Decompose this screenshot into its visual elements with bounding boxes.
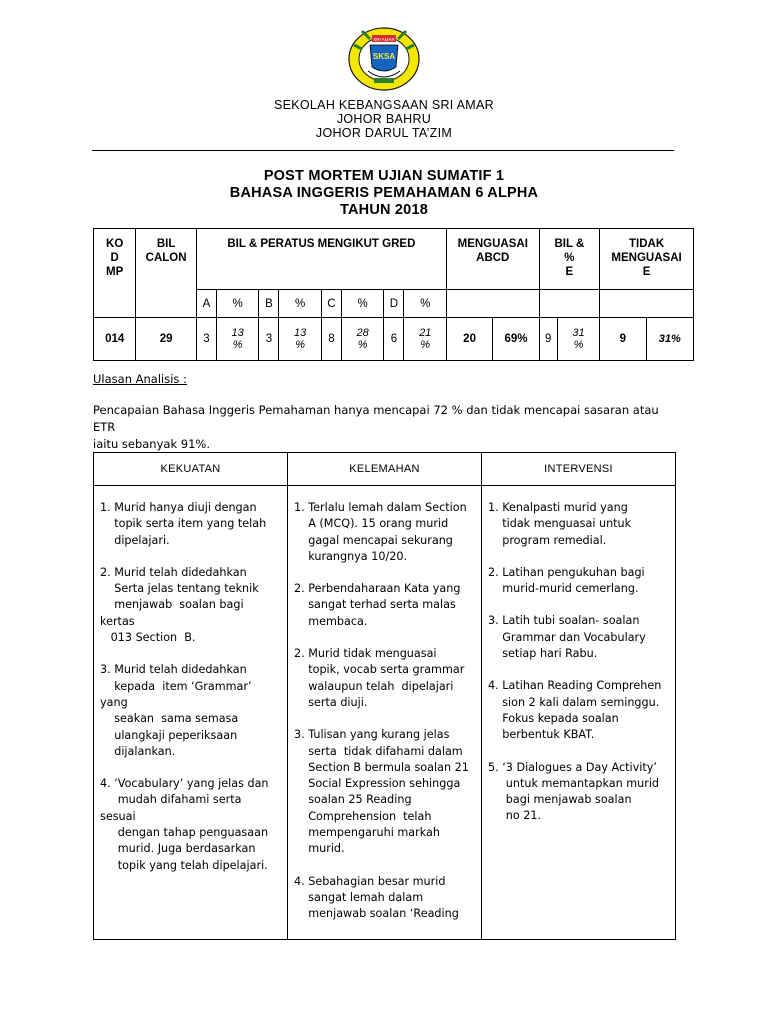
list-item-line: Grammar dan Vocabulary [488,630,646,644]
list-item [488,760,671,825]
list-item-line: topik, vocab serta grammar [294,663,465,677]
cell-e: 9 [539,318,557,361]
strengths-weaknesses-table [93,452,676,940]
list-item-line: seakan sama semasa [100,712,239,726]
header-intervensi: INTERVENSI [482,453,676,486]
logo-text-sri-amar: SRI AMAR [373,37,395,42]
list-item-line: sangat terhad serta malas [294,598,456,612]
header-kod-mp: KO D MP [94,229,136,318]
list-item-line: mudah difahami serta [100,793,242,807]
report-title-line3: TAHUN 2018 [340,202,428,218]
list-item-line: 3. Murid telah didedahkan [100,663,247,677]
list-item-line: serta diuji. [294,695,368,709]
list-item-line: sesuai [100,809,136,823]
list-item [488,500,671,549]
grade-col-c: C [321,290,341,318]
grade-col-a-pct: % [216,290,258,318]
list-item-line: 2. Murid tidak menguasai [294,647,437,661]
grade-col-b-pct: % [279,290,321,318]
list-item-line: kurangnya 10/20. [294,549,408,563]
grade-col-c-pct: % [341,290,383,318]
header-kelemahan: KELEMAHAN [288,453,482,486]
list-item-line: menjawab soalan bagi [100,598,244,612]
list-item-line: 2. Latihan pengukuhan bagi [488,565,645,579]
list-item [488,613,671,662]
list-item-line: dengan tahap penguasaan [100,826,269,840]
bil-e-subheader-empty [539,290,600,318]
list-item-line: murid. [294,842,345,856]
list-item-line: membaca. [294,614,368,628]
list-item-line: kepada item ‘Grammar’ [100,679,252,693]
list-item-line: topik yang telah dipelajari. [100,858,268,872]
list-item-line: sion 2 kali dalam seminggu. [488,695,660,709]
cell-b-pct: 13 % [279,318,321,361]
kelemahan-list [288,486,481,923]
svg-text:SKSA: SKSA [372,52,396,61]
list-item-line: no 21. [488,809,542,823]
cell-b: 3 [259,318,279,361]
list-item-line: 2. Perbendaharaan Kata yang [294,582,461,596]
cell-e-pct: 31 % [557,318,599,361]
list-item-line: 1. Terlalu lemah dalam Section [294,501,467,514]
list-item-line: 4. Latihan Reading Comprehen [488,679,662,693]
header-tidak-menguasai: TIDAK MENGUASAI E [600,229,694,290]
list-item-line: gagal mencapai sekurang [294,533,453,547]
list-item-line: menjawab soalan ‘Reading [294,907,459,921]
list-item-line: murid. Juga berdasarkan [100,842,256,856]
list-item-line: serta tidak difahami dalam [294,744,463,758]
intervensi-cell [482,486,676,940]
list-item-line: berbentuk KBAT. [488,728,595,742]
kekuatan-list [94,486,287,874]
list-item-line: dipelajari. [100,533,170,547]
list-item-line: sangat lemah dalam [294,890,424,904]
cell-calon: 29 [136,318,196,361]
kelemahan-cell [288,486,482,940]
list-item-line: program remedial. [488,533,607,547]
list-item-line: setiap hari Rabu. [488,647,598,661]
list-item-line: Section B bermula soalan 21 [294,760,469,774]
analysis-label: Ulasan Analisis : [93,372,187,386]
list-item-line: soalan 25 Reading [294,793,412,807]
school-name: SEKOLAH KEBANGSAAN SRI AMAR [274,98,494,112]
list-item-line: dijalankan. [100,744,176,758]
list-item [100,500,283,549]
cell-a-pct: 13 % [216,318,258,361]
cell-abcd: 20 [446,318,492,361]
menguasai-subheader-empty [446,290,539,318]
list-item-line: Fokus kepada soalan [488,711,619,725]
list-item-line: Serta jelas tentang teknik [100,582,259,596]
grade-summary-table [93,228,694,361]
school-city: JOHOR BAHRU [336,112,432,126]
list-item [100,565,283,646]
header-bil-calon: BIL CALON [136,229,196,318]
header-bil-e: BIL & % E [539,229,600,290]
list-item-line: bagi menjawab soalan [488,793,632,807]
tidak-subheader-empty [600,290,694,318]
list-item-line: 2. Murid telah didedahkan [100,565,247,579]
list-item [294,727,477,857]
report-title-line2: BAHASA INGGERIS PEMAHAMAN 6 ALPHA [229,185,539,201]
cell-tidak-pct: 31% [646,318,693,361]
header-kekuatan: KEKUATAN [94,453,288,486]
list-item-line: ulangkaji peperiksaan [100,728,238,742]
list-item [488,565,671,598]
grade-col-b: B [259,290,279,318]
list-item-line: 1. Murid hanya diuji dengan [100,501,257,514]
list-item-line: yang [100,695,128,709]
cell-tidak: 9 [600,318,646,361]
list-item-line: 3. Tulisan yang kurang jelas [294,728,450,742]
list-item-line: 5. ‘3 Dialogues a Day Activity’ [488,760,657,774]
list-item [294,500,477,565]
cell-a: 3 [196,318,216,361]
list-item-line: 3. Latih tubi soalan- soalan [488,614,640,628]
list-item-line: walaupun telah dipelajari [294,679,454,693]
list-item-line: kertas [100,614,135,628]
cell-abcd-pct: 69% [493,318,539,361]
list-item-line: Social Expression sehingga [294,777,461,791]
grade-col-d: D [384,290,404,318]
list-item-line: 4. ‘Vocabulary’ yang jelas dan [100,777,269,791]
list-item [488,678,671,743]
list-item [100,776,283,874]
cell-kod: 014 [94,318,136,361]
cell-c-pct: 28 % [341,318,383,361]
school-state: JOHOR DARUL TA’ZIM [315,126,453,140]
list-item-line: A (MCQ). 15 orang murid [294,517,449,531]
list-item-line: mempengaruhi markah [294,826,440,840]
cell-d-pct: 21 % [404,318,446,361]
list-item-line: topik serta item yang telah [100,517,267,531]
report-title-line1: POST MORTEM UJIAN SUMATIF 1 [263,168,505,184]
grade-col-d-pct: % [404,290,446,318]
list-item-line: tidak menguasai untuk [488,517,632,531]
list-item [294,646,477,711]
list-item-line: 1. Kenalpasti murid yang [488,501,628,514]
school-crest-logo [348,25,420,91]
list-item [100,662,283,760]
list-item-line: murid-murid cemerlang. [488,582,639,596]
kekuatan-cell [94,486,288,940]
header-bil-peratus-gred: BIL & PERATUS MENGIKUT GRED [196,229,446,290]
list-item-line: Comprehension telah [294,809,432,823]
header-menguasai-abcd: MENGUASAI ABCD [446,229,539,290]
list-item [294,581,477,630]
grade-col-a: A [196,290,216,318]
list-item-line: 013 Section B. [100,631,196,645]
cell-c: 8 [321,318,341,361]
list-item-line: untuk memantapkan murid [488,776,660,790]
table-row [94,318,694,361]
cell-d: 6 [384,318,404,361]
list-item [294,874,477,923]
analysis-text: Pencapaian Bahasa Inggeris Pemahaman hanya mencapai 72 % dan tidak mencapai sasaran atau ETR iaitu sebanyak 91%. [93,403,659,451]
list-item-line: 4. Sebahagian besar murid [294,874,446,888]
header-divider [92,150,674,151]
intervensi-list [482,486,675,825]
